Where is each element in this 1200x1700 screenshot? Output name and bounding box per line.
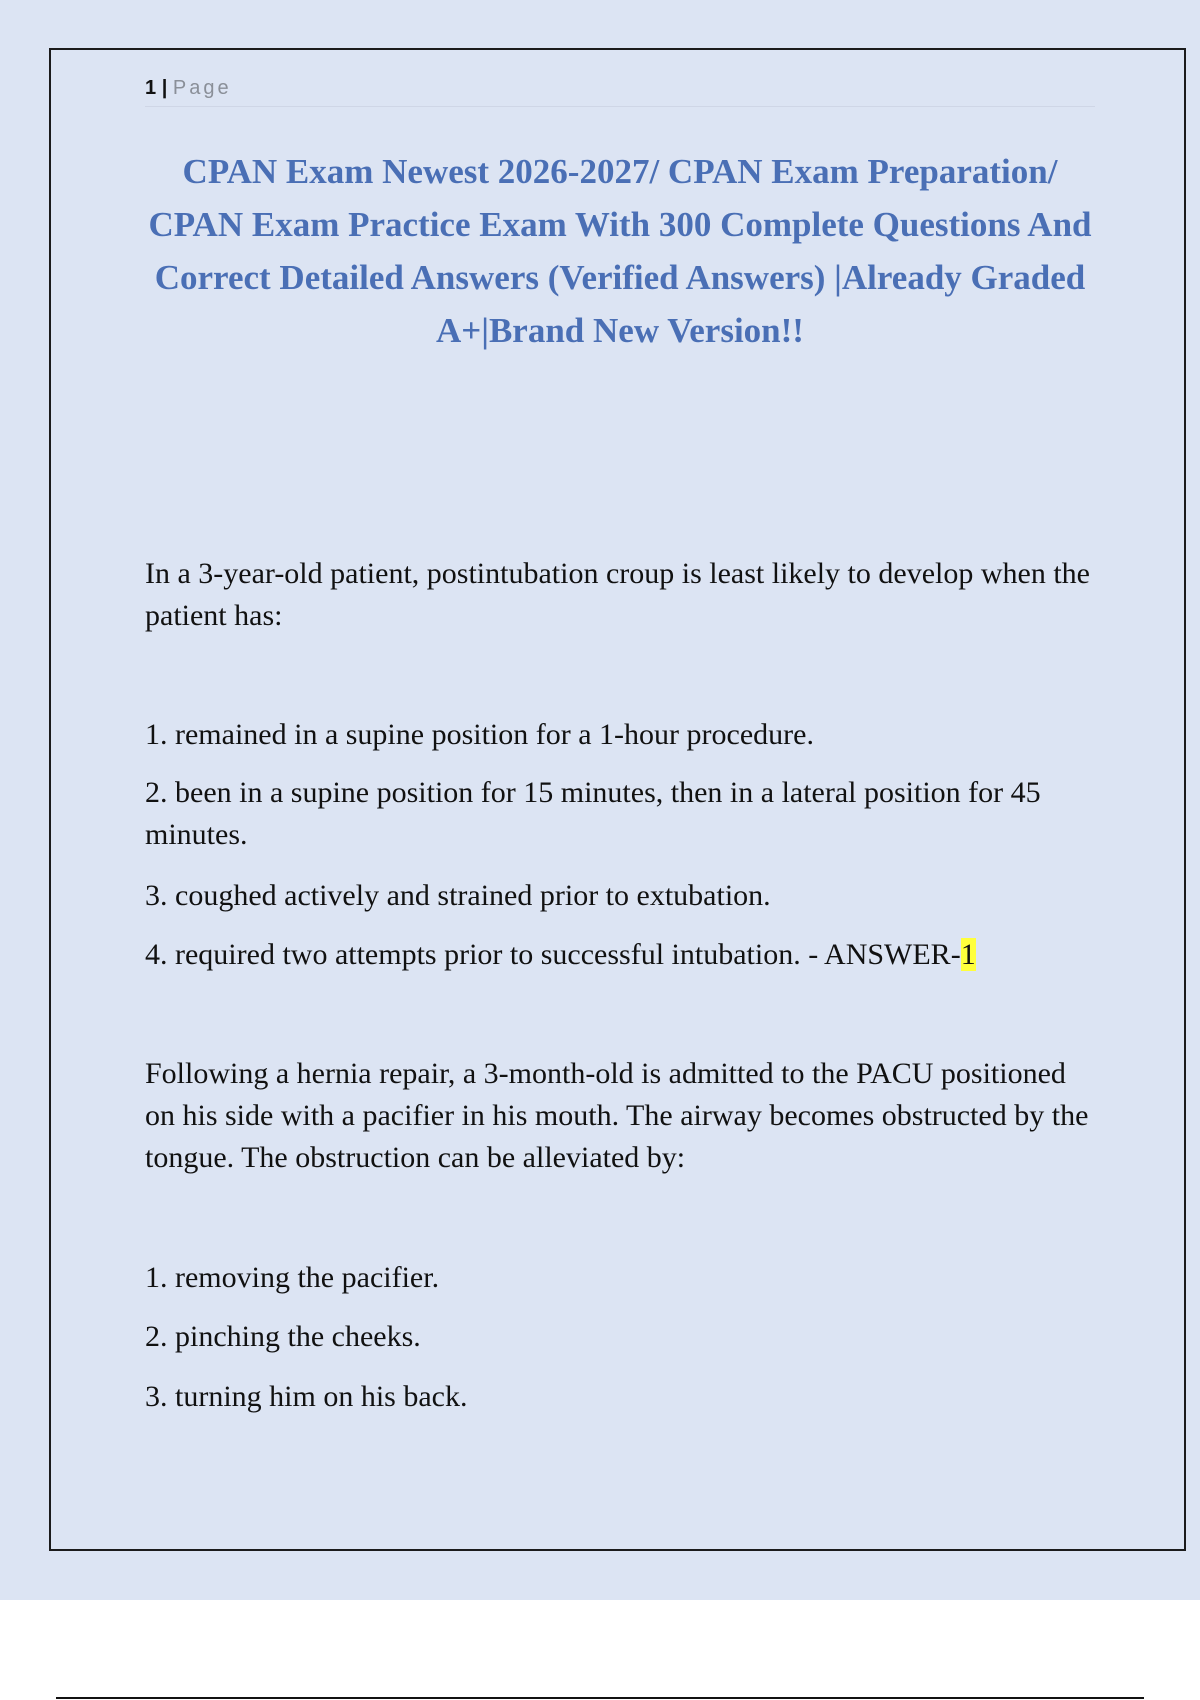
question-1-option-4-text: 4. required two attempts prior to successful intubation. - ANSWER- <box>145 938 961 971</box>
page-label: Page <box>172 77 232 99</box>
page-separator: | <box>161 77 168 99</box>
page-number: 1 <box>145 77 157 99</box>
question-1-option-1: 1. remained in a supine position for a 1-hour procedure. <box>145 718 814 751</box>
question-2-option-3: 3. turning him on his back. <box>145 1380 468 1413</box>
question-2-text: Following a hernia repair, a 3-month-old is admitted to the PACU positioned on his side with a pacifier in his mouth. The airway becomes obstructed by the tongue. The obstruction can be alleviated by: <box>145 1057 1089 1174</box>
footer-rule <box>56 1697 1144 1699</box>
question-2-option-2: 2. pinching the cheeks. <box>145 1320 421 1353</box>
question-1-option-2: 2. been in a supine position for 15 minutes, then in a lateral position for 45 minutes. <box>145 776 1041 851</box>
question-1-option-3: 3. coughed actively and strained prior to extubation. <box>145 879 771 912</box>
question-1-answer: 1 <box>960 938 976 971</box>
document-title: CPAN Exam Newest 2026-2027/ CPAN Exam Preparation/ CPAN Exam Practice Exam With 300 Complete Questions And Correct Detailed Answers (Verified Answers) |Already Graded A+|Brand New Version!! <box>148 152 1092 350</box>
question-1-text: In a 3-year-old patient, postintubation croup is least likely to develop when the patient has: <box>145 557 1090 632</box>
question-1-option-4 <box>145 934 1095 976</box>
question-2-option-1: 1. removing the pacifier. <box>145 1261 440 1294</box>
page-header <box>145 74 1095 107</box>
